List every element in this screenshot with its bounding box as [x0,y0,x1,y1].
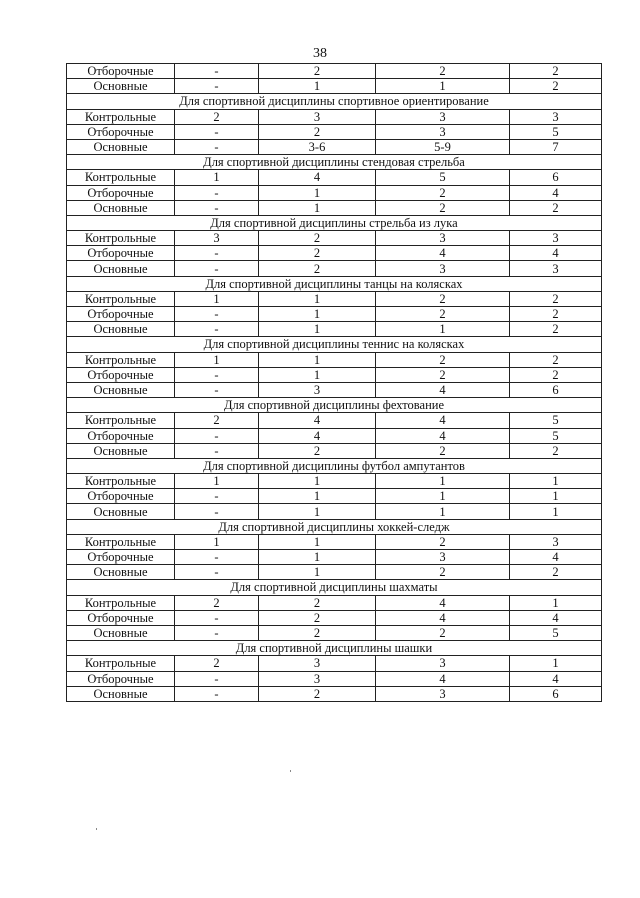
section-title: Для спортивной дисциплины хоккей-следж [67,519,602,534]
table-cell: - [175,671,259,686]
table-row [67,79,602,94]
table-cell: 2 [259,595,376,610]
row-label: Контрольные [67,109,175,124]
table-cell: 6 [510,170,602,185]
row-label: Контрольные [67,231,175,246]
row-label: Основные [67,79,175,94]
competitions-table [66,63,602,702]
table-row [67,231,602,246]
section-header-row [67,519,602,534]
table-row [67,246,602,261]
table-cell: 2 [376,185,510,200]
table-cell: 1 [510,656,602,671]
table-row [67,474,602,489]
table-cell: 3 [376,656,510,671]
row-label: Отборочные [67,367,175,382]
table-cell: 7 [510,139,602,154]
table-cell: 4 [259,428,376,443]
table-row [67,504,602,519]
table-cell: 1 [259,565,376,580]
row-label: Отборочные [67,610,175,625]
table-cell: 1 [510,595,602,610]
section-title: Для спортивной дисциплины футбол ампутантов [67,458,602,473]
table-cell: 4 [376,595,510,610]
table-cell: 4 [376,246,510,261]
table-cell: - [175,504,259,519]
table-cell: - [175,139,259,154]
table-cell: 1 [510,504,602,519]
table-cell: 2 [175,595,259,610]
table-cell: 1 [376,504,510,519]
table-cell: 2 [259,231,376,246]
table-cell: 2 [376,200,510,215]
table-row [67,382,602,397]
table-cell: 1 [175,170,259,185]
table-cell: 2 [510,307,602,322]
table-cell: 2 [175,413,259,428]
table-row [67,489,602,504]
table-row [67,595,602,610]
table-cell: 3 [510,534,602,549]
table-cell: 2 [376,352,510,367]
table-row [67,565,602,580]
table-cell: 3 [259,109,376,124]
section-header-row [67,94,602,109]
table-cell: 4 [510,610,602,625]
table-cell: 5 [510,124,602,139]
table-cell: 2 [259,686,376,701]
section-header-row [67,458,602,473]
table-cell: 2 [376,291,510,306]
table-row [67,367,602,382]
table-cell: 3 [376,261,510,276]
table-cell: 2 [510,367,602,382]
table-cell: 1 [259,534,376,549]
table-cell: 3 [510,231,602,246]
row-label: Контрольные [67,413,175,428]
table-cell: 1 [376,489,510,504]
table-cell: - [175,185,259,200]
row-label: Контрольные [67,170,175,185]
table-cell: 2 [510,64,602,79]
table-cell: 4 [376,671,510,686]
table-cell: 1 [259,185,376,200]
table-cell: 1 [259,307,376,322]
table-row [67,428,602,443]
section-title: Для спортивной дисциплины танцы на колясках [67,276,602,291]
table-cell: 2 [175,109,259,124]
table-cell: 2 [510,565,602,580]
table-cell: 1 [175,474,259,489]
table-row [67,200,602,215]
row-label: Отборочные [67,124,175,139]
table-cell: 4 [259,413,376,428]
table-cell: 1 [259,489,376,504]
table-row [67,64,602,79]
table-cell: 4 [376,428,510,443]
table-cell: 1 [259,504,376,519]
section-title: Для спортивной дисциплины стрельба из лука [67,215,602,230]
table-cell: 2 [175,656,259,671]
table-cell: 2 [259,625,376,640]
section-header-row [67,580,602,595]
row-label: Отборочные [67,185,175,200]
table-cell: 3 [376,550,510,565]
table-cell: 4 [259,170,376,185]
table-row [67,671,602,686]
table-cell: 1 [259,322,376,337]
table-cell: - [175,565,259,580]
row-label: Отборочные [67,246,175,261]
table-cell: 3 [510,261,602,276]
row-label: Контрольные [67,656,175,671]
table-cell: 3 [259,671,376,686]
table-row [67,139,602,154]
table-row [67,534,602,549]
table-row [67,625,602,640]
table-cell: 2 [510,79,602,94]
table-cell: - [175,307,259,322]
section-header-row [67,337,602,352]
row-label: Контрольные [67,474,175,489]
table-cell: 2 [376,625,510,640]
table-row [67,656,602,671]
row-label: Основные [67,565,175,580]
table-cell: 2 [510,443,602,458]
row-label: Контрольные [67,595,175,610]
section-header-row [67,276,602,291]
table-row [67,109,602,124]
table-row [67,686,602,701]
table-cell: - [175,246,259,261]
table-cell: 4 [510,550,602,565]
table-row [67,124,602,139]
table-cell: 2 [259,124,376,139]
table-cell: 2 [510,352,602,367]
row-label: Основные [67,322,175,337]
row-label: Отборочные [67,550,175,565]
table-cell: 2 [510,322,602,337]
table-cell: 5 [510,413,602,428]
row-label: Основные [67,625,175,640]
row-label: Основные [67,443,175,458]
table-cell: - [175,443,259,458]
table-body [67,64,602,702]
table-cell: 1 [259,550,376,565]
table-cell: 1 [259,79,376,94]
table-cell: 2 [259,610,376,625]
table-cell: 1 [510,489,602,504]
table-cell: 3 [175,231,259,246]
scan-speck [290,770,291,772]
row-label: Основные [67,382,175,397]
table-cell: - [175,124,259,139]
table-cell: 2 [376,534,510,549]
table-cell: 2 [510,200,602,215]
table-cell: 3 [259,656,376,671]
table-row [67,170,602,185]
section-title: Для спортивной дисциплины спортивное ориентирование [67,94,602,109]
table-row [67,322,602,337]
table-cell: - [175,200,259,215]
table-cell: - [175,382,259,397]
table-cell: 1 [175,352,259,367]
scan-speck [96,828,97,830]
table-row [67,550,602,565]
section-title: Для спортивной дисциплины фехтование [67,398,602,413]
table-cell: 2 [259,246,376,261]
table-cell: 3 [376,231,510,246]
table-cell: 1 [259,367,376,382]
section-title: Для спортивной дисциплины шахматы [67,580,602,595]
table-cell: 2 [510,291,602,306]
table-cell: 3 [259,382,376,397]
table-cell: 3-6 [259,139,376,154]
table-cell: - [175,367,259,382]
table-cell: 2 [376,367,510,382]
section-title: Для спортивной дисциплины теннис на колясках [67,337,602,352]
table-cell: 1 [259,291,376,306]
table-cell: 6 [510,686,602,701]
row-label: Контрольные [67,534,175,549]
table-row [67,291,602,306]
section-header-row [67,398,602,413]
table-cell: 4 [376,610,510,625]
section-header-row [67,155,602,170]
table-row [67,443,602,458]
table-cell: 1 [510,474,602,489]
row-label: Отборочные [67,307,175,322]
row-label: Отборочные [67,671,175,686]
table-cell: 1 [175,534,259,549]
table-cell: 2 [376,565,510,580]
table-cell: - [175,489,259,504]
row-label: Основные [67,504,175,519]
table-cell: 1 [376,322,510,337]
table-cell: - [175,64,259,79]
table-row [67,610,602,625]
table-row [67,185,602,200]
table-cell: 4 [510,671,602,686]
table-cell: 4 [376,413,510,428]
table-cell: 3 [376,686,510,701]
section-title: Для спортивной дисциплины шашки [67,641,602,656]
row-label: Основные [67,200,175,215]
row-label: Контрольные [67,352,175,367]
table-cell: - [175,261,259,276]
row-label: Основные [67,261,175,276]
table-cell: 2 [376,64,510,79]
page-number: 38 [313,46,327,61]
table-cell: 3 [376,109,510,124]
table-cell: 4 [376,382,510,397]
row-label: Отборочные [67,64,175,79]
row-label: Отборочные [67,489,175,504]
table-row [67,261,602,276]
table-cell: - [175,686,259,701]
table-row [67,352,602,367]
table-cell: 5-9 [376,139,510,154]
table-cell: 2 [259,443,376,458]
row-label: Отборочные [67,428,175,443]
row-label: Основные [67,686,175,701]
section-title: Для спортивной дисциплины стендовая стрельба [67,155,602,170]
table-cell: - [175,550,259,565]
table-cell: 2 [259,64,376,79]
table-cell: 2 [376,443,510,458]
table-cell: - [175,322,259,337]
table-row [67,413,602,428]
section-header-row [67,215,602,230]
table-cell: 3 [510,109,602,124]
table-cell: 5 [510,625,602,640]
table-cell: 1 [259,352,376,367]
table-cell: 5 [510,428,602,443]
table-cell: 1 [259,474,376,489]
table-cell: 1 [376,79,510,94]
table-cell: - [175,610,259,625]
table-cell: - [175,428,259,443]
table-cell: 1 [376,474,510,489]
table-cell: 1 [175,291,259,306]
table-cell: 6 [510,382,602,397]
section-header-row [67,641,602,656]
table-cell: 4 [510,185,602,200]
table-cell: 2 [259,261,376,276]
table-cell: 2 [376,307,510,322]
row-label: Основные [67,139,175,154]
table-cell: - [175,79,259,94]
table-cell: 3 [376,124,510,139]
row-label: Контрольные [67,291,175,306]
table-cell: 1 [259,200,376,215]
table-row [67,307,602,322]
table-cell: 5 [376,170,510,185]
table-cell: 4 [510,246,602,261]
table-cell: - [175,625,259,640]
